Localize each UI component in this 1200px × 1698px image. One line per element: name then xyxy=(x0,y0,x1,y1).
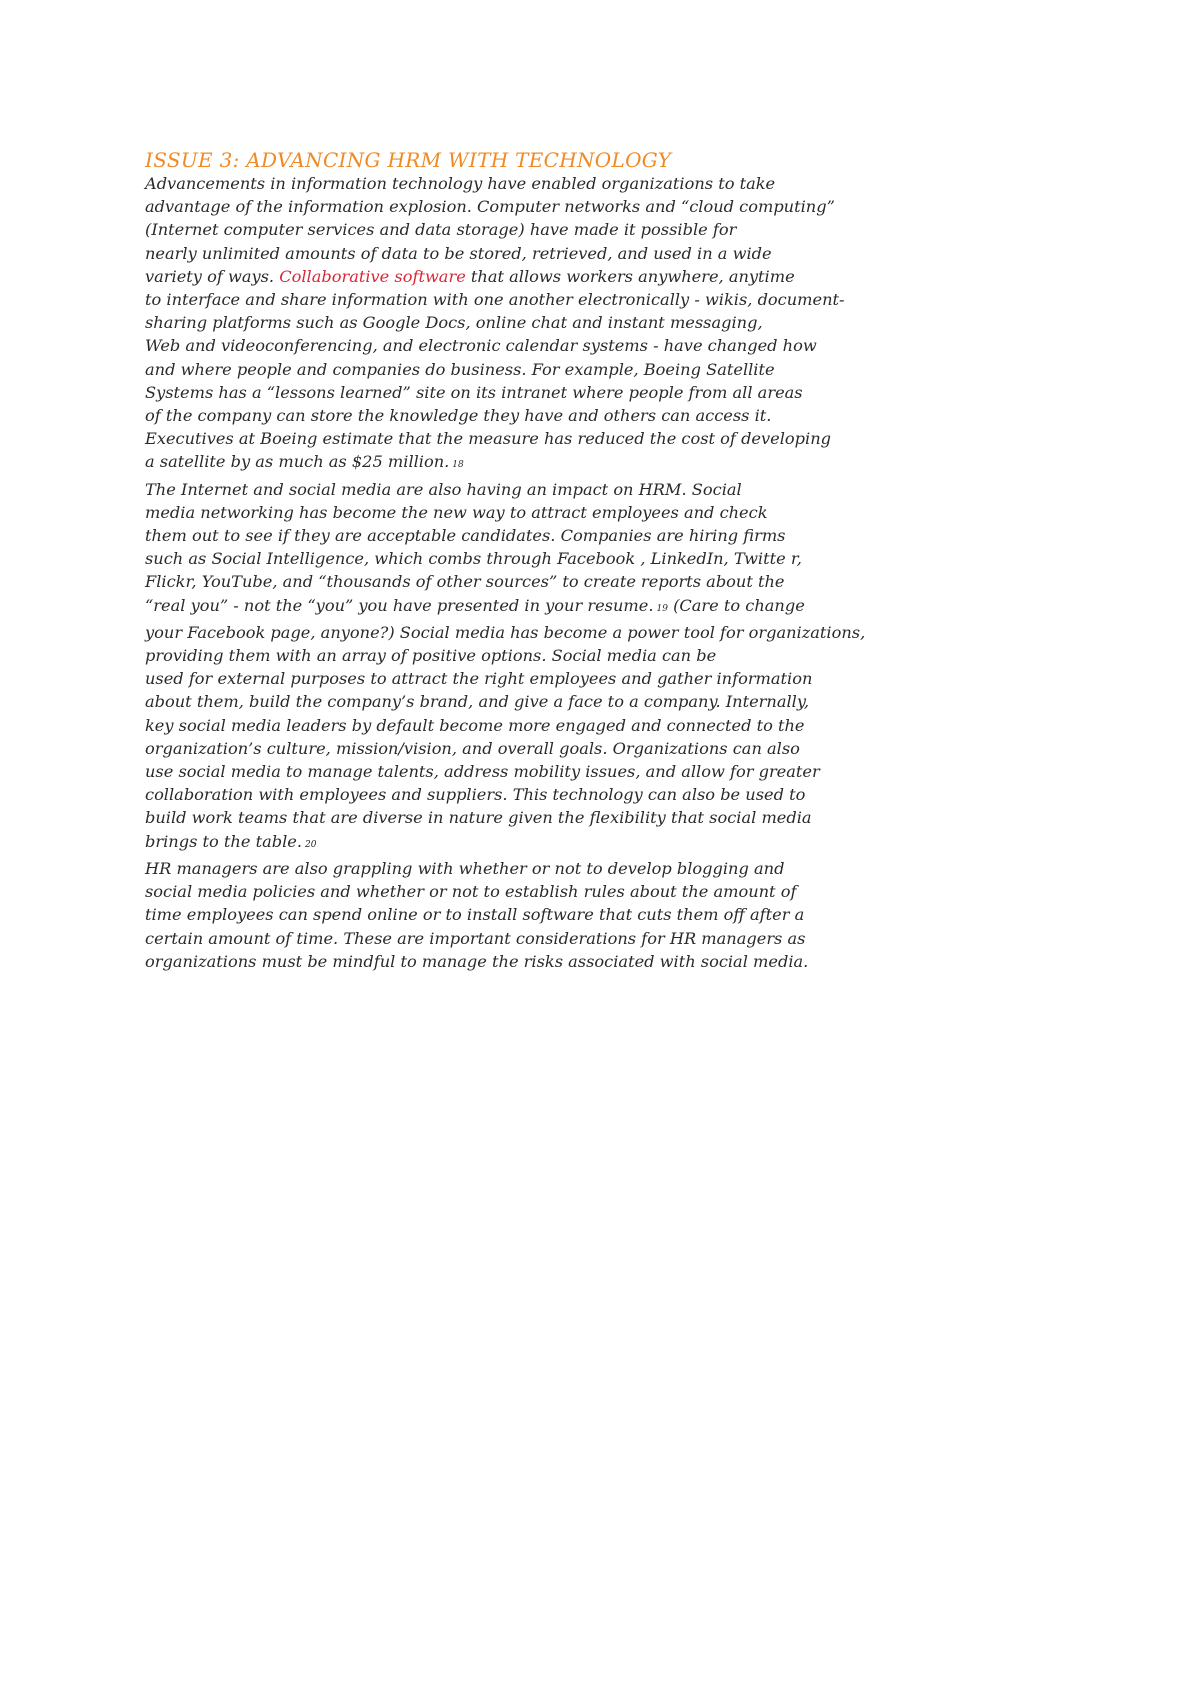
paragraph-line xyxy=(145,265,905,288)
line-text: brings to the table. xyxy=(145,831,302,851)
paragraph-line: key social media leaders by default become more engaged and connected to the xyxy=(145,715,805,735)
paragraph-line xyxy=(145,830,905,857)
line-text: variety of ways. xyxy=(145,266,280,286)
paragraph-line: Web and videoconferencing, and electronic calendar systems - have changed how xyxy=(145,336,817,356)
paragraph-line: HR managers are also grappling with whether or not to develop blogging and xyxy=(145,858,785,878)
footnote-marker[interactable]: 20 xyxy=(305,839,317,850)
line-text: that allows workers anywhere, anytime xyxy=(465,266,795,286)
paragraph-line: use social media to manage talents, address mobility issues, and allow for greater xyxy=(145,762,820,782)
paragraph-2 xyxy=(145,478,905,857)
footnote-marker[interactable]: 19 xyxy=(656,603,668,614)
paragraph-line: Advancements in information technology have enabled organizations to take xyxy=(145,174,776,193)
paragraph-line: social media policies and whether or not to establish rules about the amount of xyxy=(145,882,797,902)
paragraph-line: (Internet computer services and data storage) have made it possible for xyxy=(145,220,737,240)
paragraph-line: providing them with an array of positive options. Social media can be xyxy=(145,646,717,666)
paragraph-line: time employees can spend online or to install software that cuts them off after a xyxy=(145,905,805,925)
paragraph-line: Executives at Boeing estimate that the measure has reduced the cost of developing xyxy=(145,429,831,449)
paragraph-line: and where people and companies do business. For example, Boeing Satellite xyxy=(145,359,775,379)
paragraph-1 xyxy=(145,172,905,478)
paragraph-line: media networking has become the new way to attract employees and check xyxy=(145,502,768,522)
paragraph-line xyxy=(145,594,905,621)
paragraph-line: The Internet and social media are also having an impact on HRM. Social xyxy=(145,479,742,499)
line-text: a satellite by as much as $25 million. xyxy=(145,452,450,472)
paragraph-line: Systems has a “lessons learned” site on its intranet where people from all areas xyxy=(145,382,803,402)
paragraph-line: them out to see if they are acceptable candidates. Companies are hiring firms xyxy=(145,526,786,546)
paragraph-line: of the company can store the knowledge they have and others can access it. xyxy=(145,406,772,426)
paragraph-3 xyxy=(145,857,905,973)
paragraph-line: Flickr, YouTube, and “thousands of other sources” to create reports about the xyxy=(145,572,785,592)
paragraph-line: collaboration with employees and suppliers. This technology can also be used to xyxy=(145,785,806,805)
paragraph-line: used for external purposes to attract the right employees and gather information xyxy=(145,669,813,689)
paragraph-line: build work teams that are diverse in nature given the flexibility that social media xyxy=(145,808,812,828)
paragraph-line: advantage of the information explosion. Computer networks and “cloud computing” xyxy=(145,197,835,217)
paragraph-line: organizations must be mindful to manage the risks associated with social media. xyxy=(145,951,809,971)
footnote-marker[interactable]: 18 xyxy=(452,460,464,471)
document-content xyxy=(145,148,905,973)
line-text: (Care to change xyxy=(667,595,805,615)
collaborative-software-link[interactable]: Collaborative software xyxy=(279,266,466,286)
paragraph-line: about them, build the company’s brand, and give a face to a company. Internally, xyxy=(145,692,809,712)
paragraph-line: sharing platforms such as Google Docs, online chat and instant messaging, xyxy=(145,313,763,333)
paragraph-line xyxy=(145,450,905,477)
paragraph-line: to interface and share information with one another electronically - wikis, document- xyxy=(145,290,845,310)
paragraph-line: such as Social Intelligence, which combs through Facebook , LinkedIn, Twitte r, xyxy=(145,549,802,569)
paragraph-line: nearly unlimited amounts of data to be stored, retrieved, and used in a wide xyxy=(145,243,772,263)
paragraph-line: certain amount of time. These are important considerations for HR managers as xyxy=(145,928,806,948)
section-heading: ISSUE 3: ADVANCING HRM WITH TECHNOLOGY xyxy=(145,148,672,172)
paragraph-line: your Facebook page, anyone?) Social media has become a power tool for organizations, xyxy=(145,622,866,642)
paragraph-line: organization’s culture, mission/vision, and overall goals. Organizations can also xyxy=(145,738,800,758)
line-text: “real you” - not the “you” you have presented in your resume. xyxy=(145,595,654,615)
